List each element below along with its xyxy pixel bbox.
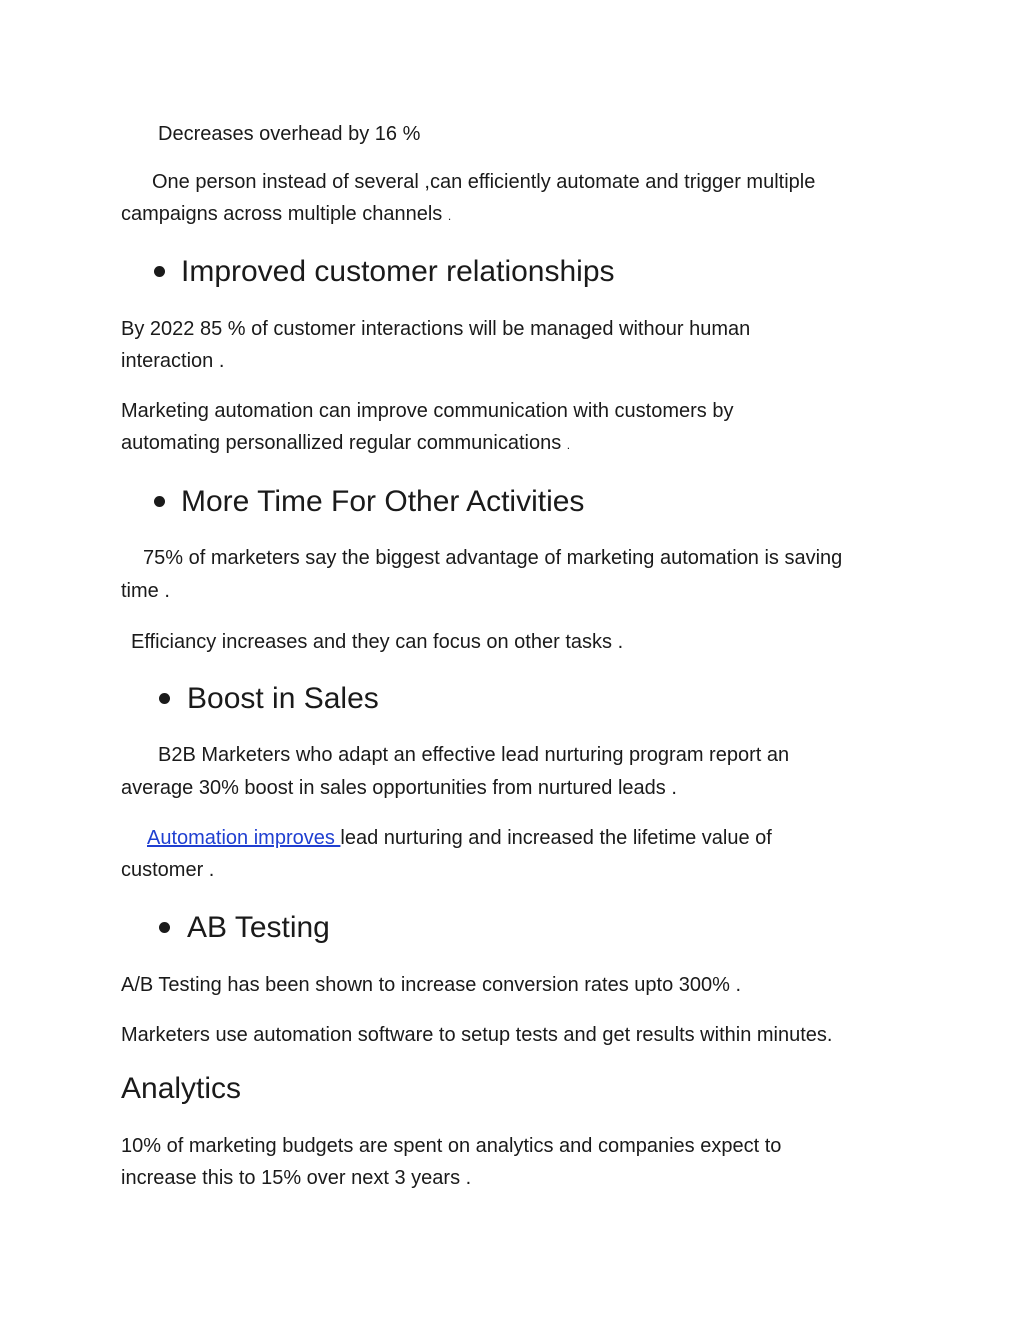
automation-improves-link[interactable]: Automation improves [147, 827, 341, 849]
heading-analytics: Analytics [121, 1072, 242, 1105]
relationships-p2-line-2 [121, 427, 570, 461]
bullet-time [154, 496, 165, 507]
relationships-p2-line-1: Marketing automation can improve communication with customers by [121, 400, 734, 422]
bullet-ab-testing [159, 922, 170, 933]
bullet-relationships [154, 266, 165, 277]
overhead-paragraph-line-2-text: campaigns across multiple channels [121, 203, 443, 225]
heading-ab-testing: AB Testing [187, 911, 330, 944]
relationships-p1-line-1: By 2022 85 % of customer interactions will be managed withour human [121, 318, 751, 340]
heading-sales: Boost in Sales [187, 682, 379, 715]
analytics-p1-line-2: increase this to 15% over next 3 years . [121, 1167, 472, 1189]
sales-p1-line-1: B2B Marketers who adapt an effective lead nurturing program report an [158, 744, 790, 766]
analytics-p1-line-1: 10% of marketing budgets are spent on analytics and companies expect to [121, 1135, 782, 1157]
ab-testing-p1: A/B Testing has been shown to increase conversion rates upto 300% . [121, 974, 742, 996]
relationships-p2-line-2-text: automating personallized regular communications [121, 432, 562, 454]
ab-testing-p2: Marketers use automation software to setup tests and get results within minutes. [121, 1024, 833, 1046]
time-p1-line-1: 75% of marketers say the biggest advantage of marketing automation is saving [143, 547, 843, 569]
heading-relationships: Improved customer relationships [181, 255, 615, 288]
relationships-p2-line-2-end: . [566, 438, 571, 452]
time-p1-line-2: time . [121, 580, 170, 602]
time-p2: Efficiancy increases and they can focus on other tasks . [131, 631, 624, 653]
relationships-p1-line-2: interaction . [121, 350, 225, 372]
sales-p1-line-2: average 30% boost in sales opportunities from nurtured leads . [121, 777, 677, 799]
sales-p2-line-1 [147, 822, 772, 854]
heading-time: More Time For Other Activities [181, 485, 585, 518]
overhead-paragraph-line-1: One person instead of several ,can efficiently automate and trigger multiple [152, 171, 816, 193]
sales-p2-line-2: customer . [121, 859, 215, 881]
overhead-paragraph-line-2 [121, 198, 451, 232]
overhead-title: Decreases overhead by 16 % [158, 123, 421, 145]
sales-p2-line-1-rest: lead nurturing and increased the lifetime value of [340, 827, 772, 849]
bullet-sales [159, 693, 170, 704]
overhead-paragraph-line-2-end: . [447, 209, 452, 223]
